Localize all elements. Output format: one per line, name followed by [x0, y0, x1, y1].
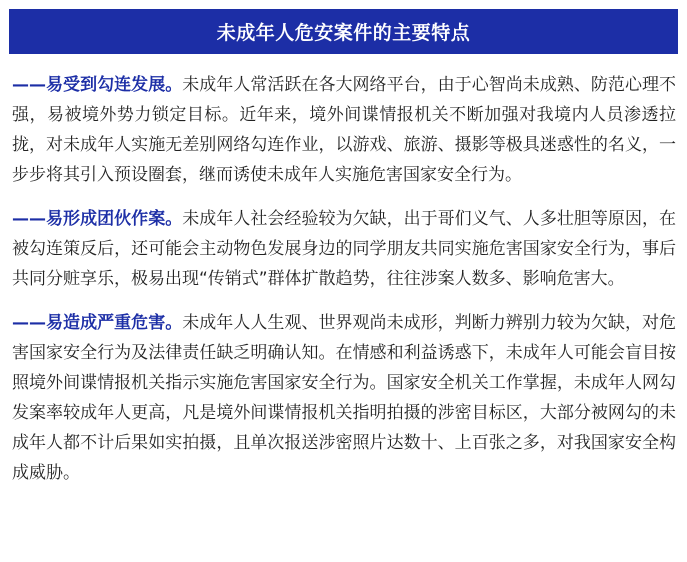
title-banner — [9, 9, 678, 54]
page-title: 未成年人危安案件的主要特点 — [216, 22, 471, 44]
paragraph-3-lead: ——易造成严重危害。 — [12, 313, 183, 333]
paragraph-2-text: 未成年人社会经验较为欠缺，出于哥们义气、人多壮胆等原因，在被勾连策反后，还可能会主动物色发展身边的同学朋友共同实施危害国家安全行为，事后共同分赃享乐，极易出现“传销式”群体扩散趋势，往往涉案人数多、影响危害大。 — [12, 209, 677, 289]
paragraph-1-lead: ——易受到勾连发展。 — [12, 75, 183, 95]
paragraph-3-text: 未成年人人生观、世界观尚未成形，判断力辨别力较为欠缺，对危害国家安全行为及法律责任缺乏明确认知。在情感和利益诱惑下，未成年人可能会盲目按照境外间谍情报机关指示实施危害国家安全行为。国家安全机关工作掌握，未成年人网勾发案率较成年人更高，凡是境外间谍情报机关指明拍摄的涉密目标区，大部分被网勾的未成年人都不计后果如实拍摄，且单次报送涉密照片达数十、上百张之多，对我国家安全构成威胁。 — [12, 313, 677, 483]
paragraph-2 — [12, 204, 676, 294]
paragraph-1-text: 未成年人常活跃在各大网络平台，由于心智尚未成熟、防范心理不强，易被境外势力锁定目标。近年来，境外间谍情报机关不断加强对我境内人员渗透拉拢，对未成年人实施无差别网络勾连作业，以游戏、旅游、摄影等极具迷惑性的名义，一步步将其引入预设圈套，继而诱使未成年人实施危害国家安全行为。 — [12, 75, 677, 185]
article-body — [12, 70, 676, 502]
paragraph-3 — [12, 308, 676, 488]
paragraph-2-lead: ——易形成团伙作案。 — [12, 209, 183, 229]
paragraph-1 — [12, 70, 676, 190]
